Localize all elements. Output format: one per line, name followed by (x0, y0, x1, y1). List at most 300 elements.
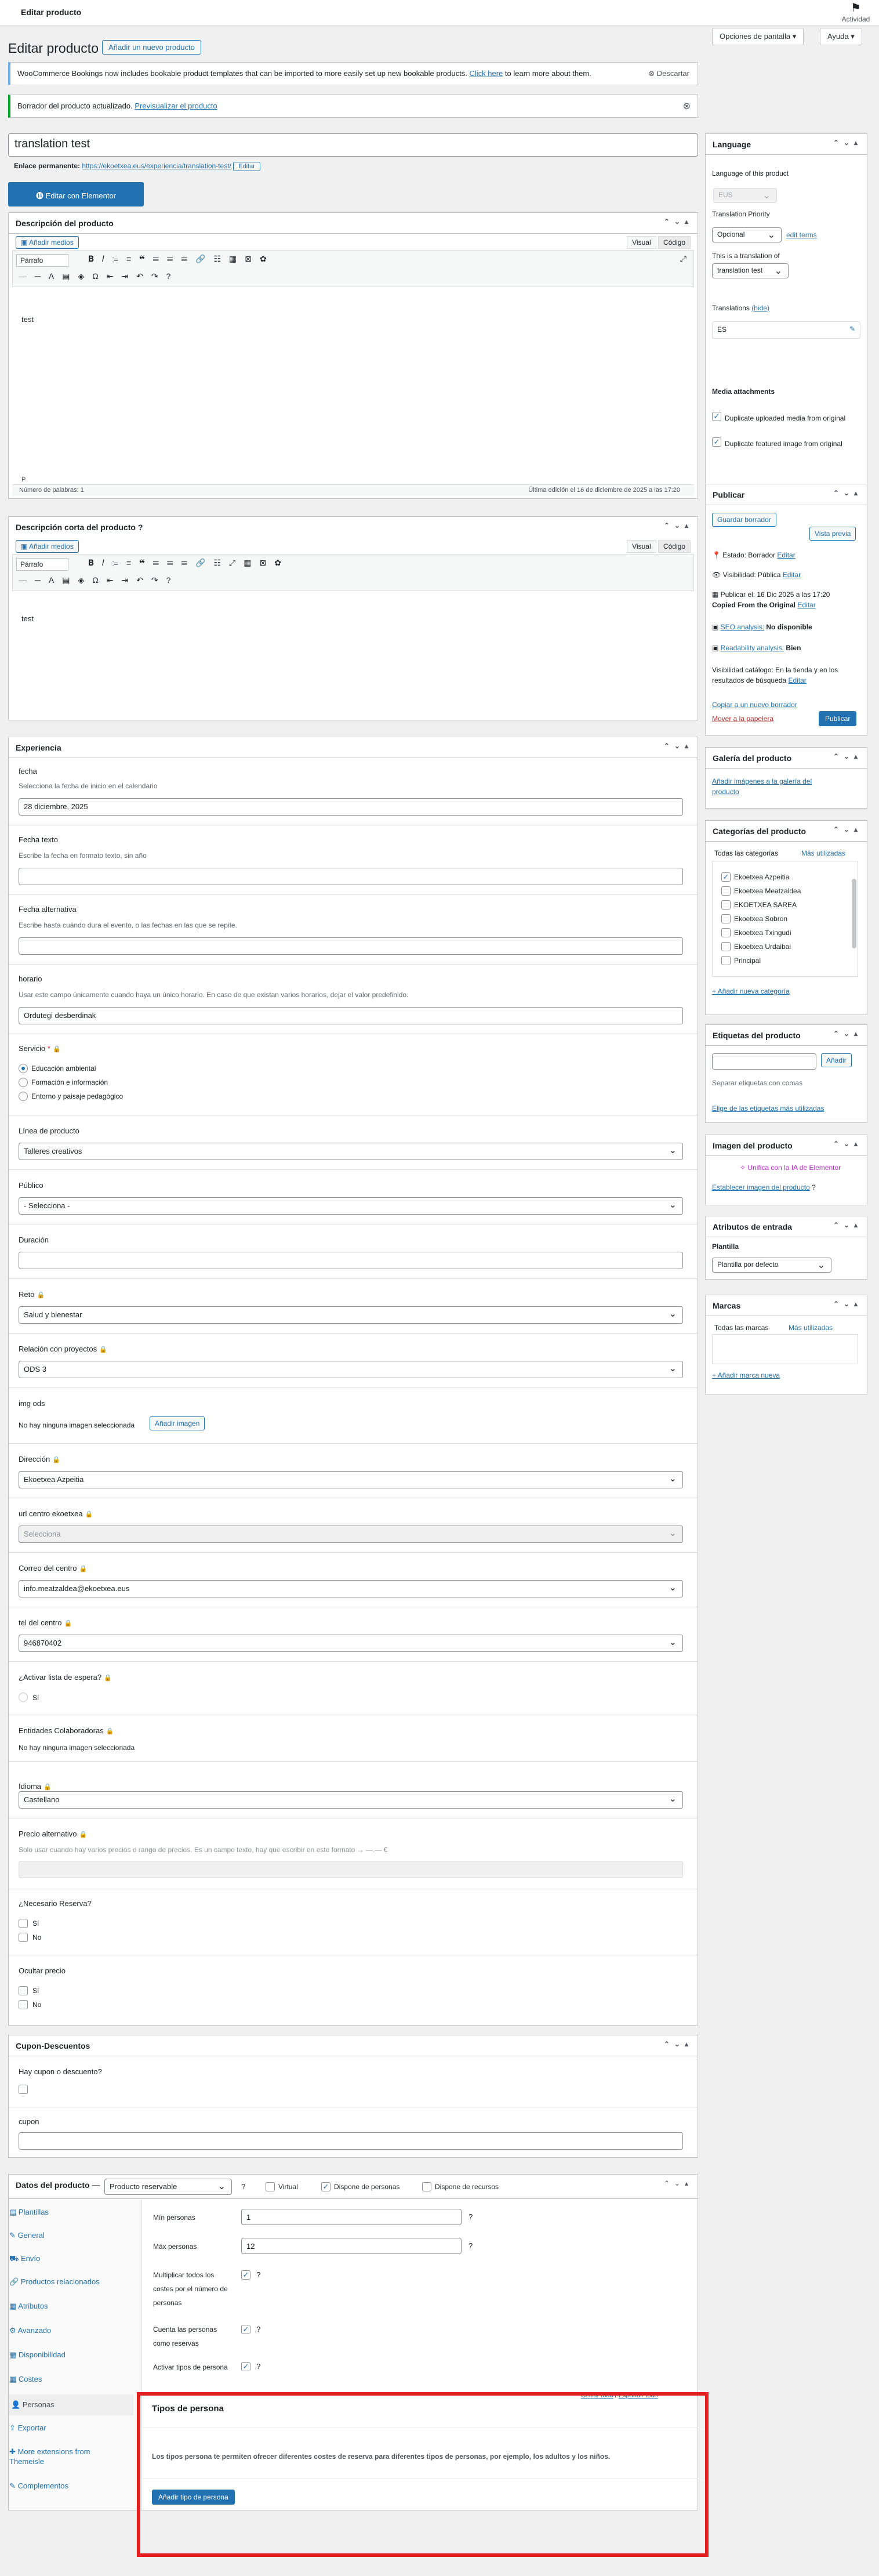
product-data-title: Datos del producto — (16, 2180, 100, 2190)
category-item: EKOETXEA SAREA (734, 901, 797, 909)
notice-text: Borrador del producto actualizado. (17, 102, 133, 110)
tab-label: General (17, 2231, 45, 2240)
plugin-icon: ✚ (9, 2447, 18, 2456)
tab-all-categories[interactable]: Todas las categorías (714, 849, 779, 857)
hide-link[interactable]: (hide) (751, 304, 769, 312)
tab-all-brands[interactable]: Todas las marcas (714, 1324, 769, 1332)
reto-select[interactable]: Salud y bienestar ⌄ (19, 1306, 683, 1324)
fecha-texto-desc: Escribe la fecha en formato texto, sin año (19, 852, 147, 860)
tab-costes[interactable] (9, 2375, 119, 2384)
correo-select[interactable]: info.meatzaldea@ekoetxea.eus ⌄ (19, 1580, 683, 1597)
save-draft-button[interactable]: Guardar borrador (712, 513, 776, 527)
box-controls[interactable]: ⌃⌄▴ (833, 1221, 862, 1229)
tab-general[interactable] (9, 2231, 119, 2240)
close-all-link[interactable]: Cerrar todo (581, 2392, 613, 2399)
activar-tipos-label: Activar tipos de persona (153, 2363, 228, 2371)
box-title: Experiencia (16, 743, 61, 752)
relacion-label (19, 1345, 107, 1353)
url-centro-select[interactable]: Selecciona ⌄ (19, 1526, 683, 1543)
people-icon: 👤 (11, 2400, 23, 2409)
divider (9, 1661, 698, 1662)
permalink-label: Enlace permanente: (14, 162, 81, 170)
language-of-label: Language of this product (712, 169, 789, 177)
help-icon[interactable]: ? (256, 2270, 261, 2279)
visibility-edit-link[interactable]: Editar (782, 571, 801, 579)
box-header (706, 821, 867, 842)
ocultar-si-checkbox[interactable] (19, 1986, 28, 1995)
copied-text: Copied From the Original (712, 601, 796, 609)
gear-icon: ⚙ (9, 2326, 18, 2335)
tab-exportar[interactable] (9, 2423, 119, 2433)
top-bar-title: Editar producto (21, 8, 82, 17)
help-icon[interactable]: ? (256, 2325, 261, 2334)
product-title-input[interactable]: translation test (8, 133, 698, 157)
editor-toolbar (12, 554, 694, 591)
dismiss-label: Descartar (656, 69, 689, 78)
tab-most-used[interactable]: Más utilizadas (801, 849, 846, 857)
set-image-link[interactable]: Establecer imagen del producto (712, 1183, 810, 1191)
short-description-content[interactable]: test (21, 614, 34, 623)
fecha-alternativa-input[interactable] (19, 937, 683, 955)
short-description-box (8, 516, 698, 720)
cupon-input[interactable] (19, 2132, 683, 2150)
tab-envio[interactable] (9, 2254, 119, 2265)
dup-featured-checkbox[interactable]: ✓ (712, 437, 721, 447)
cuenta-personas-checkbox[interactable]: ✓ (241, 2325, 250, 2334)
add-gallery-link[interactable]: Añadir imágenes a la galería del producto (712, 777, 812, 796)
tag-input[interactable] (712, 1053, 816, 1070)
word-count: Número de palabras: 1 (19, 487, 84, 494)
virtual-checkbox[interactable] (266, 2182, 275, 2191)
toolbar-row-1[interactable]: 𝐁𝐼≔≡❝☰☰☰🔗☷▦⊠✿ (88, 254, 275, 263)
precio-label (19, 1829, 87, 1838)
precio-input[interactable] (19, 1861, 683, 1878)
readability-value: Bien (786, 644, 801, 652)
page-title: Editar producto (8, 41, 99, 56)
pin-icon: 📍 (712, 551, 723, 559)
reserva-si-checkbox[interactable] (19, 1919, 28, 1928)
media-icon: ▣ (21, 542, 30, 550)
box-title: Categorías del producto (713, 827, 807, 836)
category-item: Ekoetxea Txingudi (734, 929, 791, 937)
direccion-text: Dirección (19, 1455, 50, 1463)
fecha-alternativa-desc: Escribe hasta cuándo dura el evento, o las fechas en las que se repite. (19, 921, 237, 929)
box-controls[interactable]: ⌃⌄▴ (663, 218, 693, 226)
truck-icon: ⛟ (9, 2254, 21, 2263)
box-title: Galería del producto (713, 753, 792, 763)
template-icon: ▤ (9, 2208, 19, 2216)
espera-option: Sí (32, 1694, 39, 1702)
product-description-box (8, 212, 698, 499)
category-item: Ekoetxea Sobron (734, 915, 788, 923)
tab-label: Atributos (18, 2302, 48, 2310)
publish-button[interactable]: Publicar (819, 711, 856, 726)
link-icon: 🔗 (9, 2277, 21, 2286)
help-icon[interactable]: ? (256, 2362, 261, 2371)
bookings-notice (8, 62, 698, 85)
tab-label: Avanzado (17, 2326, 52, 2335)
close-icon[interactable]: ⊗ (682, 102, 691, 111)
tab-plantillas[interactable] (9, 2208, 119, 2217)
fecha-desc: Selecciona la fecha de inicio en el calendario (19, 782, 158, 790)
ocultar-precio-label: Ocultar precio (19, 1966, 66, 1975)
idioma-label (19, 1782, 52, 1791)
add-media-button[interactable] (16, 540, 79, 553)
publico-select[interactable]: - Selecciona - ⌄ (19, 1197, 683, 1215)
precio-desc: Solo usar cuando hay varios precios o rango de precios. Es un campo texto, hay que escribir en este formato → —.— € (19, 1846, 388, 1854)
tab-visual[interactable]: Visual (627, 540, 656, 553)
choose-tags-link[interactable]: Elige de las etiquetas más utilizadas (712, 1104, 824, 1113)
product-type-select[interactable]: Producto reservable ⌄ (104, 2179, 232, 2195)
box-header (706, 1135, 867, 1156)
multiplicar-checkbox[interactable]: ✓ (241, 2270, 250, 2280)
addon-icon: ✎ (9, 2481, 18, 2490)
help-icon[interactable]: ? (137, 523, 143, 532)
max-personas-label: Máx personas (153, 2242, 197, 2251)
toolbar-row-2[interactable]: ―─A▤◈Ω⇤⇥↶↷? (19, 575, 179, 585)
activity-button[interactable] (838, 1, 873, 23)
trash-link[interactable]: Mover a la papelera (712, 715, 774, 723)
dup-media-label: Duplicate uploaded media from original (725, 414, 846, 422)
seo-link[interactable]: SEO analysis: (720, 623, 765, 631)
box-controls[interactable]: ⌃⌄▴ (833, 139, 862, 147)
format-select[interactable]: Párrafo (16, 254, 68, 267)
add-tag-button[interactable]: Añadir (821, 1053, 852, 1067)
box-controls[interactable]: ⌃⌄▴ (833, 489, 862, 497)
tab-avanzado[interactable] (9, 2326, 119, 2335)
servicio-radio-2[interactable] (19, 1078, 28, 1087)
edit-with-elementor-button[interactable] (8, 182, 144, 206)
fecha-input[interactable]: 28 diciembre, 2025 (19, 798, 683, 816)
reto-text: Reto (19, 1290, 35, 1299)
horario-label: horario (19, 974, 42, 983)
help-icon[interactable]: ? (468, 2212, 473, 2221)
duracion-input[interactable] (19, 1252, 683, 1269)
catalog-text: Visibilidad catálogo: En la tienda y en los resultados de búsqueda (712, 666, 838, 684)
publico-label: Público (19, 1181, 43, 1190)
espera-radio[interactable] (19, 1693, 28, 1702)
divider (9, 894, 698, 895)
set-image-row (712, 1183, 816, 1191)
visibility-text: Visibilidad: Pública (722, 571, 781, 579)
lock-icon: 🔒 (52, 1457, 60, 1463)
description-content[interactable]: test (21, 315, 34, 324)
tab-code[interactable]: Código (658, 540, 691, 553)
add-category-link[interactable]: + Añadir nueva categoría (712, 987, 790, 995)
box-title: Marcas (713, 1301, 741, 1310)
idioma-text: Idioma (19, 1782, 42, 1791)
reserva-no-checkbox[interactable] (19, 1933, 28, 1942)
visibility-row (712, 571, 801, 579)
virtual-label: Virtual (278, 2183, 298, 2191)
publish-date-row (712, 589, 863, 610)
readability-row (712, 644, 801, 652)
experiencia-box (8, 737, 698, 2026)
box-controls[interactable]: ⌃⌄▴ (833, 1300, 862, 1308)
status-text: Estado: Borrador (722, 551, 775, 559)
tab-personas[interactable] (9, 2394, 133, 2415)
plantilla-label: Plantilla (712, 1242, 739, 1251)
dismiss-button[interactable]: ⊗ Descartar (648, 69, 689, 78)
edit-terms-link[interactable]: edit terms (786, 231, 817, 239)
seo-icon: ▣ (712, 623, 721, 631)
box-title: Descripción del producto (16, 219, 114, 228)
category-checkbox[interactable] (721, 956, 731, 965)
tab-label: Exportar (17, 2423, 46, 2432)
box-header (9, 517, 698, 538)
priority-label: Translation Priority (712, 210, 770, 218)
seo-row (712, 623, 812, 631)
box-controls[interactable]: ⌃⌄▴ (663, 521, 693, 530)
toolbar-row-2[interactable]: ―─A▤◈Ω⇤⇥↶↷? (19, 271, 179, 281)
expand-all-link[interactable]: Expandir todo (618, 2392, 658, 2399)
permalink-edit-button[interactable]: Editar (233, 162, 260, 171)
recursos-label: Dispone de recursos (435, 2183, 499, 2191)
calendar-icon: ▦ (712, 590, 721, 599)
preview-button[interactable]: Vista previa (809, 527, 856, 541)
notice-link[interactable]: Click here (469, 69, 503, 78)
cupon-hay-label: Hay cupon o descuento? (19, 2067, 102, 2076)
translation-of-label: This is a translation of (712, 252, 780, 260)
category-item: Ekoetxea Meatzaldea (734, 887, 801, 895)
category-checkbox[interactable] (721, 914, 731, 923)
lock-icon: 🔒 (37, 1292, 45, 1299)
ocultar-no-checkbox[interactable] (19, 2000, 28, 2009)
tab-disponibilidad[interactable] (9, 2350, 119, 2360)
pencil-icon[interactable]: ✎ (849, 325, 855, 333)
priority-select[interactable]: Opcional ⌄ (712, 227, 782, 242)
lock-icon: 🔒 (85, 1511, 93, 1518)
lock-icon: 🔒 (104, 1675, 112, 1682)
divider (9, 1552, 698, 1553)
direccion-select[interactable]: Ekoetxea Azpeitia ⌄ (19, 1471, 683, 1488)
highlight-frame (137, 2392, 709, 2557)
box-title: Descripción corta del producto (16, 523, 136, 532)
correo-label (19, 1564, 87, 1573)
tab-more-extensions[interactable] (9, 2447, 119, 2466)
box-header (706, 484, 867, 505)
lock-icon: 🔒 (79, 1566, 88, 1573)
format-select[interactable]: Párrafo (16, 558, 68, 571)
help-icon[interactable]: ? (241, 2182, 246, 2191)
brand-list (712, 1334, 858, 1364)
required-mark: * (47, 1044, 50, 1053)
media-attachments-label: Media attachments (712, 387, 775, 396)
entidades-label (19, 1726, 114, 1735)
translations-label (712, 304, 769, 312)
copy-draft-link[interactable]: Copiar a un nuevo borrador (712, 701, 797, 709)
sparkle-icon: ✧ (740, 1164, 748, 1172)
activity-label: Actividad (841, 15, 870, 23)
editor-toolbar (12, 250, 694, 287)
divider (9, 1278, 698, 1279)
date-edit-link[interactable]: Editar (797, 601, 816, 609)
box-header (9, 737, 698, 758)
fecha-alternativa-label: Fecha alternativa (19, 905, 77, 914)
box-header (706, 1216, 867, 1237)
add-person-type-button[interactable]: Añadir tipo de persona (152, 2490, 235, 2505)
translation-es-field[interactable] (712, 321, 860, 339)
editor-path: P (21, 476, 26, 483)
tags-help: Separar etiquetas con comas (712, 1079, 803, 1087)
catalog-row (712, 665, 860, 686)
box-controls[interactable]: ⌃⌄▴ (833, 1140, 862, 1148)
box-title: Publicar (713, 490, 745, 499)
admin-top-bar (0, 0, 879, 26)
recursos-checkbox[interactable] (422, 2182, 431, 2191)
category-checkbox[interactable] (721, 942, 731, 951)
divider (9, 1169, 698, 1170)
help-icon[interactable]: ? (468, 2241, 473, 2250)
min-personas-input[interactable]: 1 (241, 2209, 462, 2225)
tab-label: More extensions from Themeisle (9, 2447, 90, 2466)
lock-icon: 🔒 (79, 1831, 88, 1838)
editor-tabs (627, 238, 691, 247)
wrench-icon: ✎ (9, 2231, 18, 2240)
elementor-ai-label: Unifica con la IA de Elementor (747, 1164, 841, 1172)
catalog-edit-link[interactable]: Editar (788, 676, 807, 684)
divider (9, 1333, 698, 1334)
box-controls[interactable]: ⌃⌄▴ (663, 2040, 693, 2048)
activar-tipos-checkbox[interactable]: ✓ (241, 2362, 250, 2371)
box-title: Cupon-Descuentos (16, 2041, 90, 2050)
correo-text: Correo del centro (19, 1564, 77, 1573)
calendar-icon: ▦ (9, 2350, 19, 2359)
box-header (706, 134, 867, 155)
toolbar-row-1[interactable]: 𝐁𝐼≔≡❝☰☰☰🔗☷⤢▦⊠✿ (88, 558, 289, 567)
editor-status-bar (12, 484, 694, 496)
fecha-texto-input[interactable] (19, 868, 683, 885)
divider (9, 1387, 698, 1388)
readability-link[interactable]: Readability analysis: (720, 644, 784, 652)
help-icon[interactable]: ? (812, 1183, 816, 1191)
elementor-icon: ⓮ (35, 191, 46, 200)
cupon-hay-checkbox[interactable] (19, 2085, 28, 2094)
tab-label: Plantillas (18, 2208, 49, 2216)
box-controls[interactable]: ⌃⌄▴ (663, 742, 693, 750)
servicio-radio-1[interactable] (19, 1064, 28, 1073)
box-controls[interactable]: ⌃⌄▴ (833, 752, 862, 760)
multiplicar-label: Multiplicar todos los costes por el número de personas (153, 2271, 228, 2307)
tipos-persona-desc: Los tipos persona te permiten ofrecer diferentes costes de reserva para diferentes tipos de personas, por ejemplo, los adultos y los niños. (152, 2452, 611, 2461)
relacion-text: Relación con proyectos (19, 1345, 97, 1353)
idioma-select[interactable]: Castellano ⌄ (19, 1791, 683, 1809)
max-personas-input[interactable]: 12 (241, 2238, 462, 2254)
category-checkbox[interactable] (721, 900, 731, 910)
last-edit: Última edición el 16 de diciembre de 2025 a las 17:20 (528, 487, 680, 494)
tab-atributos[interactable] (9, 2302, 119, 2311)
duracion-label: Duración (19, 1236, 49, 1244)
category-checkbox[interactable] (721, 928, 731, 937)
add-media-label: Añadir medios (29, 542, 74, 550)
screen-options-button[interactable]: Opciones de pantalla ▾ (712, 28, 804, 45)
plantilla-select[interactable]: Plantilla por defecto ⌄ (712, 1258, 831, 1273)
relacion-select[interactable]: ODS 3 ⌄ (19, 1361, 683, 1378)
servicio-option-2: Formación e información (31, 1078, 108, 1086)
expand-controls: Cerrar todo / Expandir todo (581, 2392, 658, 2399)
box-controls[interactable]: ⌃⌄▴ (663, 2179, 693, 2187)
divider (9, 964, 698, 965)
list-icon: ▦ (9, 2302, 19, 2310)
dup-featured-label: Duplicate featured image from original (725, 440, 842, 448)
add-media-button[interactable] (16, 236, 79, 249)
readability-icon: ▣ (712, 644, 721, 652)
lock-icon: 🔒 (64, 1620, 72, 1627)
reserva-label: ¿Necesario Reserva? (19, 1899, 92, 1908)
status-row (712, 551, 796, 559)
cupon-label: cupon (19, 2117, 39, 2126)
activity-icon: ⚑ (851, 2, 861, 15)
tab-label: Envío (20, 2254, 41, 2263)
box-header (9, 2035, 698, 2056)
preview-product-link[interactable]: Previsualizar el producto (135, 102, 217, 110)
eye-icon: 👁 (712, 571, 723, 579)
tab-label: Costes (18, 2375, 42, 2383)
box-header (9, 213, 698, 234)
fullscreen-icon[interactable]: ⤢ (680, 254, 687, 263)
tab-productos-relacionados[interactable] (9, 2277, 119, 2287)
notice-tail: to learn more about them. (504, 69, 591, 78)
tab-visual[interactable]: Visual (627, 236, 656, 249)
ocultar-si-label: Sí (32, 1987, 39, 1995)
tab-most-used-brands[interactable]: Más utilizadas (789, 1324, 833, 1332)
scrollbar[interactable] (852, 879, 856, 948)
elementor-ai-button[interactable] (740, 1164, 841, 1172)
help-button[interactable]: Ayuda ▾ (820, 28, 862, 45)
category-item: Ekoetxea Urdaibai (734, 943, 791, 951)
translation-es-code: ES (717, 325, 727, 334)
divider (9, 1761, 698, 1762)
box-controls[interactable]: ⌃⌄▴ (833, 825, 862, 834)
add-image-button[interactable]: Añadir imagen (150, 1416, 205, 1430)
linea-producto-select[interactable]: Talleres creativos ⌄ (19, 1143, 683, 1160)
entidades-text: Entidades Colaboradoras (19, 1726, 104, 1735)
category-checkbox[interactable]: ✓ (721, 872, 731, 882)
tab-complementos[interactable] (9, 2481, 119, 2491)
personas-checkbox[interactable]: ✓ (321, 2182, 330, 2191)
dup-media-checkbox[interactable]: ✓ (712, 412, 721, 421)
status-edit-link[interactable]: Editar (777, 551, 796, 559)
tel-select[interactable]: 946870402 ⌄ (19, 1635, 683, 1652)
reserva-no-label: No (32, 1933, 42, 1941)
box-header (706, 748, 867, 769)
lock-icon: 🔒 (52, 1046, 61, 1053)
cuenta-personas-label: Cuenta las personas como reservas (153, 2325, 217, 2347)
servicio-option-3: Entorno y paisaje pedagógico (31, 1092, 124, 1100)
add-media-label: Añadir medios (29, 238, 74, 247)
lock-icon: 🔒 (106, 1728, 114, 1735)
tel-text: tel del centro (19, 1618, 62, 1627)
espera-text: ¿Activar lista de espera? (19, 1673, 102, 1682)
translation-of-select[interactable]: translation test ⌄ (712, 263, 789, 278)
servicio-radio-3[interactable] (19, 1092, 28, 1101)
language-select[interactable]: EUS ⌄ (713, 188, 777, 203)
cost-icon: ▦ (9, 2375, 19, 2383)
tab-label: Productos relacionados (20, 2277, 100, 2286)
category-checkbox[interactable] (721, 886, 731, 896)
precio-text: Precio alternativo (19, 1829, 77, 1838)
divider (140, 2478, 705, 2479)
horario-input[interactable]: Ordutegi desberdinak (19, 1007, 683, 1024)
servicio-option-1: Educación ambiental (31, 1064, 96, 1073)
add-new-product-button[interactable]: Añadir un nuevo producto (102, 40, 201, 55)
servicio-text: Servicio (19, 1044, 46, 1053)
img-ods-label: img ods (19, 1399, 45, 1408)
tab-code[interactable]: Código (658, 236, 691, 249)
permalink-url[interactable]: https://ekoetxea.eus/experiencia/translation-test/ (82, 162, 231, 170)
box-controls[interactable]: ⌃⌄▴ (833, 1030, 862, 1038)
add-brand-link[interactable]: + Añadir marca nueva (712, 1371, 780, 1379)
